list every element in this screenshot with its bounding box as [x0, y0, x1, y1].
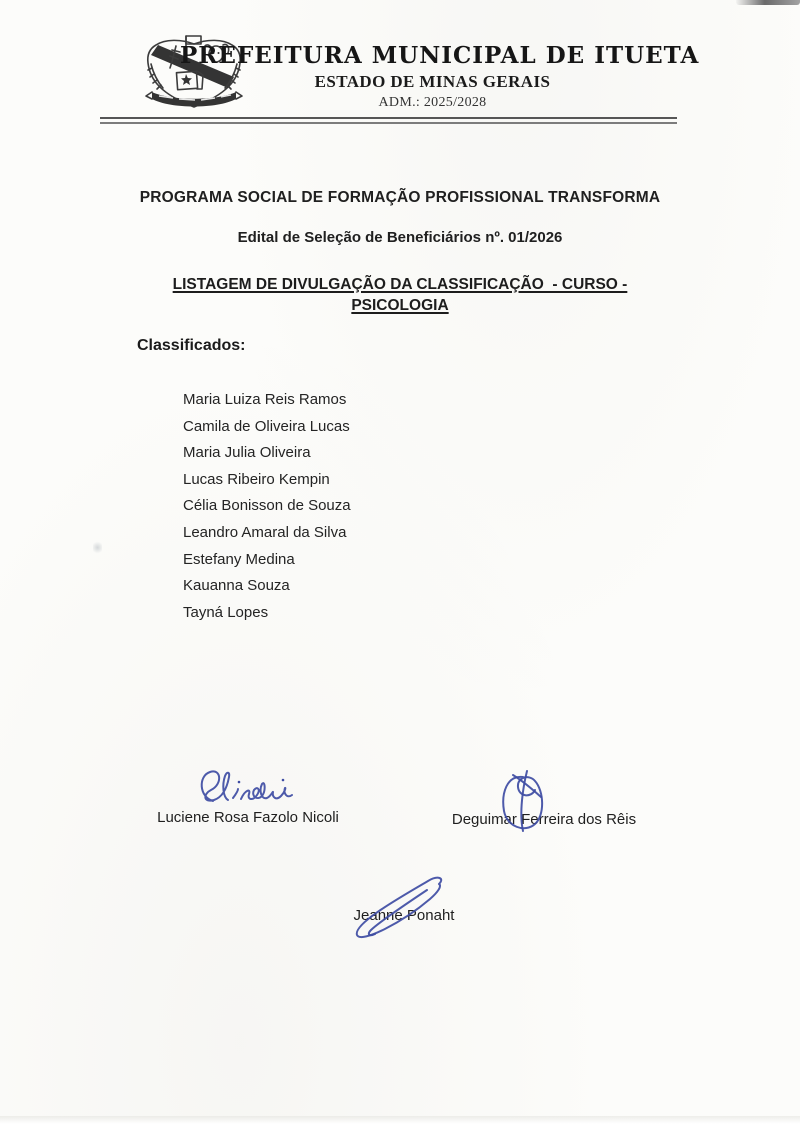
signature-stroke [282, 779, 285, 782]
handwritten-signature-icon [343, 874, 451, 942]
listing-title-line1: LISTAGEM DE DIVULGAÇÃO DA CLASSIFICAÇÃO - CURSO - [172, 276, 628, 293]
list-item: Camila de Oliveira Lucas [183, 417, 350, 435]
signatory-name: Luciene Rosa Fazolo Nicoli [157, 809, 339, 826]
list-item: Célia Bonisson de Souza [183, 497, 351, 515]
state-line: ESTADO DE MINAS GERAIS [314, 72, 551, 91]
list-item: Tayná Lopes [183, 603, 269, 621]
classificados-label: Classificados: [137, 337, 246, 354]
paper-bottom-edge [0, 1116, 800, 1133]
scan-smudge-left-margin [93, 540, 102, 555]
header-divider-line [100, 117, 677, 124]
signature-stroke [357, 878, 441, 937]
signature-stroke [238, 781, 241, 784]
scan-smudge-top-right [736, 0, 800, 5]
program-title: PROGRAMA SOCIAL DE FORMAÇÃO PROFISSIONAL TRANSFORMA [139, 189, 661, 206]
classified-names-list [183, 387, 351, 626]
handwritten-signature-icon [193, 761, 309, 811]
list-item: Estefany Medina [183, 550, 295, 568]
signature-stroke [233, 783, 292, 799]
listing-title-line2: PSICOLOGIA [351, 296, 449, 314]
letterhead [180, 42, 700, 111]
signature-stroke [202, 771, 230, 801]
administration-term: ADM.: 2025/2028 [378, 95, 487, 110]
signatory-name: Jeanne Ponaht [353, 907, 455, 924]
handwritten-signature-icon [495, 769, 551, 835]
list-item: Maria Luiza Reis Ramos [183, 391, 347, 408]
list-item: Kauanna Souza [183, 577, 290, 595]
list-item: Lucas Ribeiro Kempin [183, 470, 330, 488]
list-item: Leandro Amaral da Silva [183, 523, 347, 541]
signatory-name: Deguimar Ferreira dos Rêis [451, 811, 637, 828]
listing-title [0, 275, 800, 316]
list-item: Maria Julia Oliveira [183, 444, 311, 462]
signature-stroke [521, 771, 527, 831]
edital-subtitle: Edital de Seleção de Beneficiários nº. 01/2026 [237, 229, 563, 246]
municipality-title: PREFEITURA MUNICIPAL DE ITUETA [180, 42, 700, 69]
